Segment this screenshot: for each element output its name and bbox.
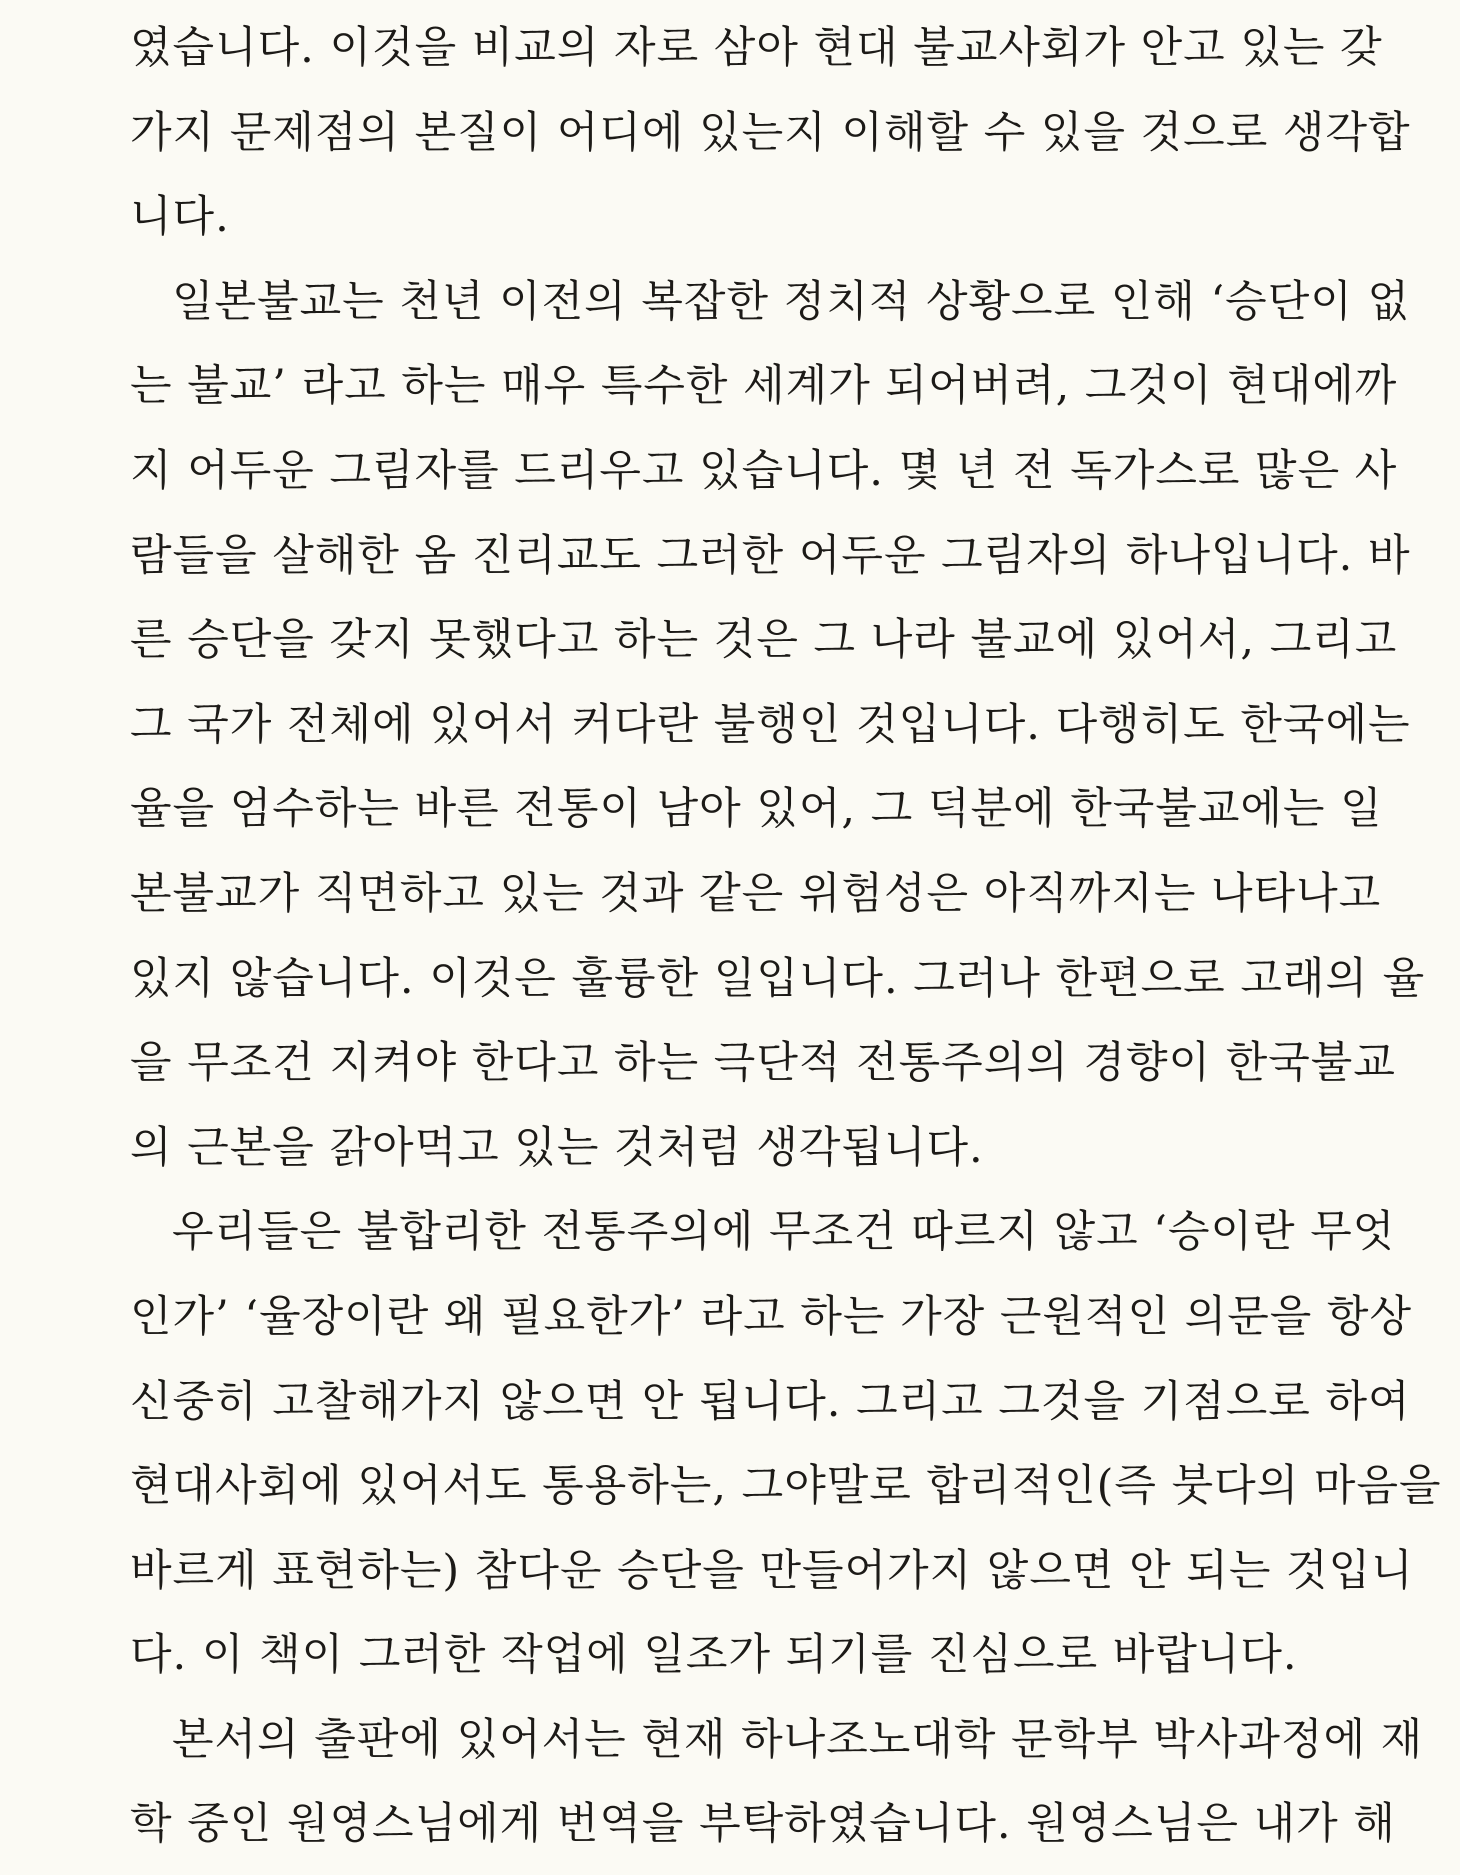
paragraph-start-line: 우리들은 불합리한 전통주의에 무조건 따르지 않고 ‘승이란 무엇 bbox=[172, 1207, 1396, 1258]
text-line: 였습니다. 이것을 비교의 자로 삼아 현대 불교사회가 안고 있는 갖 bbox=[130, 23, 1383, 73]
text-line: 른 승단을 갖지 못했다고 하는 것은 그 나라 불교에 있어서, 그리고 bbox=[130, 615, 1398, 666]
text-line: 다. 이 책이 그러한 작업에 일조가 되기를 진심으로 바랍니다. bbox=[130, 1630, 1298, 1681]
text-line: 현대사회에 있어서도 통용하는, 그야말로 합리적인(즉 붓다의 마음을 bbox=[130, 1461, 1442, 1512]
text-line: 있지 않습니다. 이것은 훌륭한 일입니다. 그러나 한편으로 고래의 율 bbox=[130, 953, 1426, 1004]
text-line: 인가’ ‘율장이란 왜 필요한가’ 라고 하는 가장 근원적인 의문을 항상 bbox=[130, 1291, 1413, 1342]
text-line: 학 중인 원영스님에게 번역을 부탁하였습니다. 원영스님은 내가 해 bbox=[130, 1799, 1396, 1850]
text-line: 의 근본을 갉아먹고 있는 것처럼 생각됩니다. bbox=[130, 1122, 984, 1173]
text-line: 율을 엄수하는 바른 전통이 남아 있어, 그 덕분에 한국불교에는 일 bbox=[130, 784, 1383, 835]
text-line: 니다. bbox=[130, 192, 230, 243]
text-line: 그 국가 전체에 있어서 커다란 불행인 것입니다. 다행히도 한국에는 bbox=[130, 699, 1411, 750]
text-line: 람들을 살해한 옴 진리교도 그러한 어두운 그림자의 하나입니다. 바 bbox=[130, 530, 1411, 581]
text-line: 바르게 표현하는) 참다운 승단을 만들어가지 않으면 안 되는 것입니 bbox=[130, 1545, 1414, 1596]
text-line: 가지 문제점의 본질이 어디에 있는지 이해할 수 있을 것으로 생각합 bbox=[130, 107, 1411, 158]
body-text bbox=[130, 14, 1442, 1875]
paragraph-start-line: 일본불교는 천년 이전의 복잡한 정치적 상황으로 인해 ‘승단이 없 bbox=[172, 276, 1411, 327]
text-line: 는 불교’ 라고 하는 매우 특수한 세계가 되어버려, 그것이 현대에까 bbox=[130, 361, 1398, 412]
text-line: 을 무조건 지켜야 한다고 하는 극단적 전통주의의 경향이 한국불교 bbox=[130, 1038, 1396, 1089]
text-line: 본불교가 직면하고 있는 것과 같은 위험성은 아직까지는 나타나고 bbox=[130, 868, 1382, 919]
text-line: 신중히 고찰해가지 않으면 안 됩니다. 그리고 그것을 기점으로 하여 bbox=[130, 1376, 1411, 1427]
text-line: 지 어두운 그림자를 드리우고 있습니다. 몇 년 전 독가스로 많은 사 bbox=[130, 445, 1398, 496]
paragraph-start-line: 본서의 출판에 있어서는 현재 하나조노대학 문학부 박사과정에 재 bbox=[172, 1714, 1424, 1765]
